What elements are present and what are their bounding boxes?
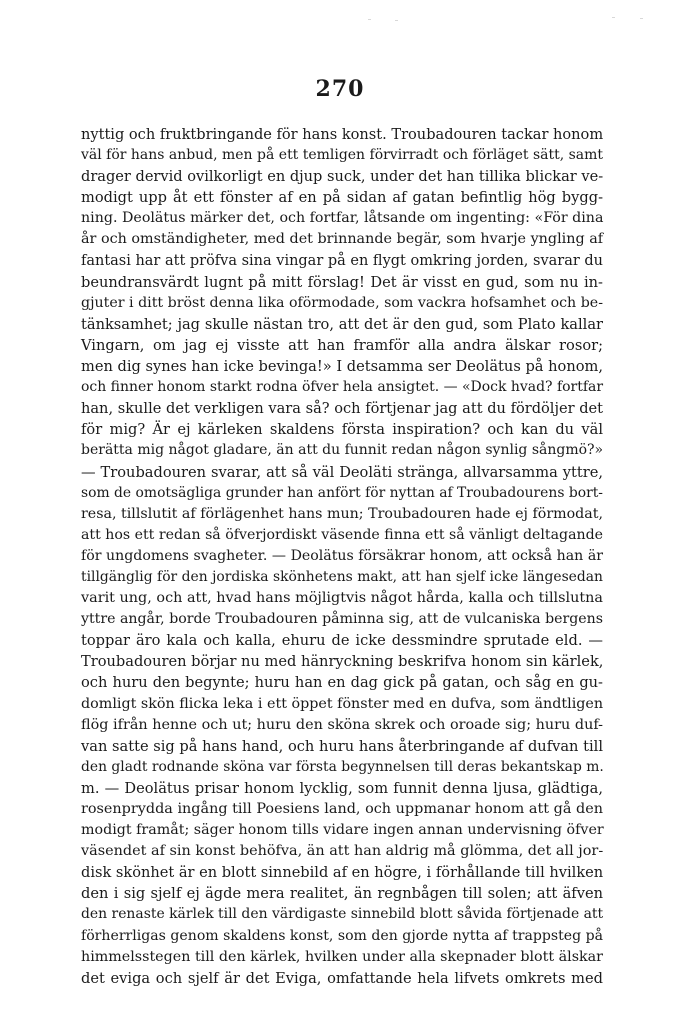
- text-line: drager dervid ovilkorligt en djup suck, under det han tillika blickar ve-: [81, 168, 604, 186]
- text-line: väsendet af sin konst behöfva, än att han aldrig må glömma, det all jor-: [81, 843, 604, 860]
- paper-speck: [612, 17, 615, 18]
- text-line: domligt skön flicka leka i ett öppet fönster med en dufva, som ändtligen: [81, 695, 604, 712]
- text-line: väl för hans anbud, men på ett temligen förvirradt och förläget sätt, samt: [81, 147, 603, 164]
- text-line: himmelsstegen till den kärlek, hvilken under alla skepnader blott älskar: [81, 948, 603, 965]
- body-text: [81, 124, 603, 989]
- text-line: Troubadouren börjar nu med hänryckning beskrifva honom sin kärlek,: [81, 653, 604, 671]
- text-line: modigt framåt; säger honom tills vidare ingen annan undervisning öfver: [81, 822, 604, 839]
- text-line: det eviga och sjelf är det Eviga, omfattande hela lifvets omkrets med: [81, 969, 603, 987]
- text-line: flög ifrån henne och ut; huru den sköna skrek och oroade sig; huru duf-: [81, 716, 603, 733]
- paper-speck: [395, 20, 398, 21]
- text-line: toppar äro kala och kalla, ehuru de icke dessmindre sprutade eld. —: [81, 632, 603, 650]
- text-line: varit ung, och att, hvad hans möjligtvis något hårda, kalla och tillslutna: [81, 590, 603, 607]
- page-number: 270: [315, 76, 365, 102]
- text-line: tänksamhet; jag skulle nästan tro, att det är den gud, som Plato kallar: [81, 315, 603, 333]
- text-line: Vingarn, om jag ej visste att han framför alla andra älskar rosor;: [81, 336, 603, 354]
- text-line: ning. Deolätus märker det, och fortfar, låtsande om ingenting: «För dina: [81, 210, 604, 227]
- paper-speck: [640, 18, 643, 19]
- text-line: disk skönhet är en blott sinnebild af en högre, i förhållande till hvilken: [81, 864, 604, 882]
- text-line: och huru den begynte; huru han en dag gick på gatan, och såg en gu-: [81, 674, 603, 692]
- paper-speck: [368, 19, 371, 20]
- text-line: som de omotsägliga grunder han anfört för nyttan af Troubadourens bort-: [81, 484, 603, 501]
- text-line: förherrligas genom skaldens konst, som den gjorde nytta af trappsteg på: [81, 927, 603, 944]
- text-line: gjuter i ditt bröst denna lika oförmodade, som vackra hofsamhet och be-: [81, 294, 603, 311]
- text-line: modigt upp åt ett fönster af en på sidan af gatan befintlig hög bygg-: [81, 189, 603, 207]
- text-line: m. — Deolätus prisar honom lycklig, som funnit denna ljusa, glädtiga,: [81, 779, 603, 797]
- text-line: rosenprydda ingång till Poesiens land, och uppmanar honom att gå den: [81, 801, 603, 817]
- text-line: resa, tillslutit af förlägenhet hans mun; Troubadouren hade ej förmodat,: [81, 505, 603, 522]
- text-line: tillgänglig för den jordiska skönhetens makt, att han sjelf icke längesedan: [81, 568, 603, 585]
- text-line: nyttig och fruktbringande för hans konst. Troubadouren tackar honom: [81, 126, 604, 143]
- text-line: den renaste kärlek till den värdigaste sinnebild blott såvida förtjenade att: [81, 906, 604, 923]
- text-line: för ungdomens svagheter. — Deolätus försäkrar honom, att också han är: [81, 547, 603, 564]
- text-line: — Troubadouren svarar, att så väl Deoläti stränga, allvarsamma yttre,: [81, 463, 603, 481]
- text-line: beundransvärdt lugnt på mitt förslag! Det är visst en gud, som nu in-: [81, 273, 603, 291]
- text-line: år och omständigheter, med det brinnande begär, som hvarje yngling af: [81, 231, 604, 248]
- text-line: men dig synes han icke bevinga!» I detsamma ser Deolätus på honom,: [81, 358, 603, 376]
- text-line: att hos ett redan så öfverjordiskt väsende finna ett så vänligt deltagande: [81, 526, 603, 543]
- text-line: berätta mig något gladare, än att du funnit redan någon synlig sångmö?»: [81, 442, 604, 459]
- text-line: den i sig sjelf ej ägde mera realitet, än regnbågen till solen; att äfven: [81, 885, 603, 903]
- text-line: han, skulle det verkligen vara så? och förtjenar jag att du fördöljer det: [81, 400, 603, 418]
- text-line: van satte sig på hans hand, och huru hans återbringande af dufvan till: [81, 737, 603, 755]
- text-line: yttre angår, borde Troubadouren påminna sig, att de vulcaniska bergens: [81, 611, 603, 628]
- text-line: den gladt rodnande sköna var första begynnelsen till deras bekantskap m.: [81, 758, 604, 775]
- text-line: fantasi har att pröfva sina vingar på en flygt omkring jorden, svarar du: [81, 252, 603, 269]
- text-line: och finner honom starkt rodna öfver hela ansigtet. — «Dock hvad? fortfar: [81, 379, 604, 396]
- text-line: för mig? Är ej kärleken skaldens första inspiration? och kan du väl: [81, 421, 603, 439]
